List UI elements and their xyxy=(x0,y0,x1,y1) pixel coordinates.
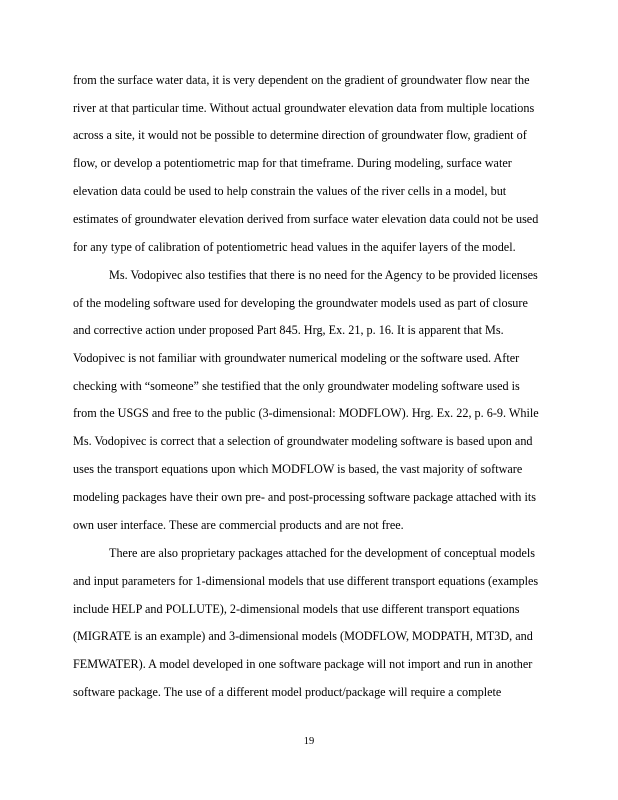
body-line-23: software package. The use of a different model product/package will require a complete xyxy=(73,685,502,699)
paragraph-3-line-1: There are also proprietary packages attached for the development of conceptual models xyxy=(109,546,536,560)
body-line-15: uses the transport equations upon which MODFLOW is based, the vast majority of software xyxy=(73,462,523,476)
body-line-11: Vodopivec is not familiar with groundwater numerical modeling or the software used. After xyxy=(73,351,520,365)
body-line-5: elevation data could be used to help constrain the values of the river cells in a model, but xyxy=(73,184,507,198)
body-line-2: river at that particular time. Without actual groundwater elevation data from multiple locations xyxy=(73,101,535,115)
body-line-1: from the surface water data, it is very dependent on the gradient of groundwater flow near the xyxy=(73,73,530,87)
body-line-13: from the USGS and free to the public (3-dimensional: MODFLOW). Hrg. Ex. 22, p. 6-9. While xyxy=(73,406,539,420)
body-line-3: across a site, it would not be possible to determine direction of groundwater flow, gradient of xyxy=(73,128,527,142)
paragraph-2-line-1: Ms. Vodopivec also testifies that there is no need for the Agency to be provided licenses xyxy=(109,268,538,282)
body-line-16: modeling packages have their own pre- and post-processing software package attached with its xyxy=(73,490,536,504)
body-line-10: and corrective action under proposed Part 845. Hrg, Ex. 21, p. 16. It is apparent that Ms. xyxy=(73,323,504,337)
body-line-7: for any type of calibration of potentiometric head values in the aquifer layers of the model. xyxy=(73,240,516,254)
body-line-12: checking with “someone” she testified that the only groundwater modeling software used is xyxy=(73,379,520,393)
body-line-19: and input parameters for 1-dimensional models that use different transport equations (examples xyxy=(73,574,539,588)
body-line-9: of the modeling software used for developing the groundwater models used as part of closure xyxy=(73,296,528,310)
body-line-14: Ms. Vodopivec is correct that a selection of groundwater modeling software is based upon and xyxy=(73,434,533,448)
body-line-6: estimates of groundwater elevation derived from surface water elevation data could not be used xyxy=(73,212,539,226)
body-line-20: include HELP and POLLUTE), 2-dimensional models that use different transport equations xyxy=(73,602,520,616)
body-line-4: flow, or develop a potentiometric map for that timeframe. During modeling, surface water xyxy=(73,156,512,170)
body-line-22: FEMWATER). A model developed in one software package will not import and run in another xyxy=(73,657,533,671)
body-line-17: own user interface. These are commercial products and are not free. xyxy=(73,518,404,532)
page-number: 19 xyxy=(303,736,315,747)
body-line-21: (MIGRATE is an example) and 3-dimensional models (MODFLOW, MODPATH, MT3D, and xyxy=(73,629,533,643)
